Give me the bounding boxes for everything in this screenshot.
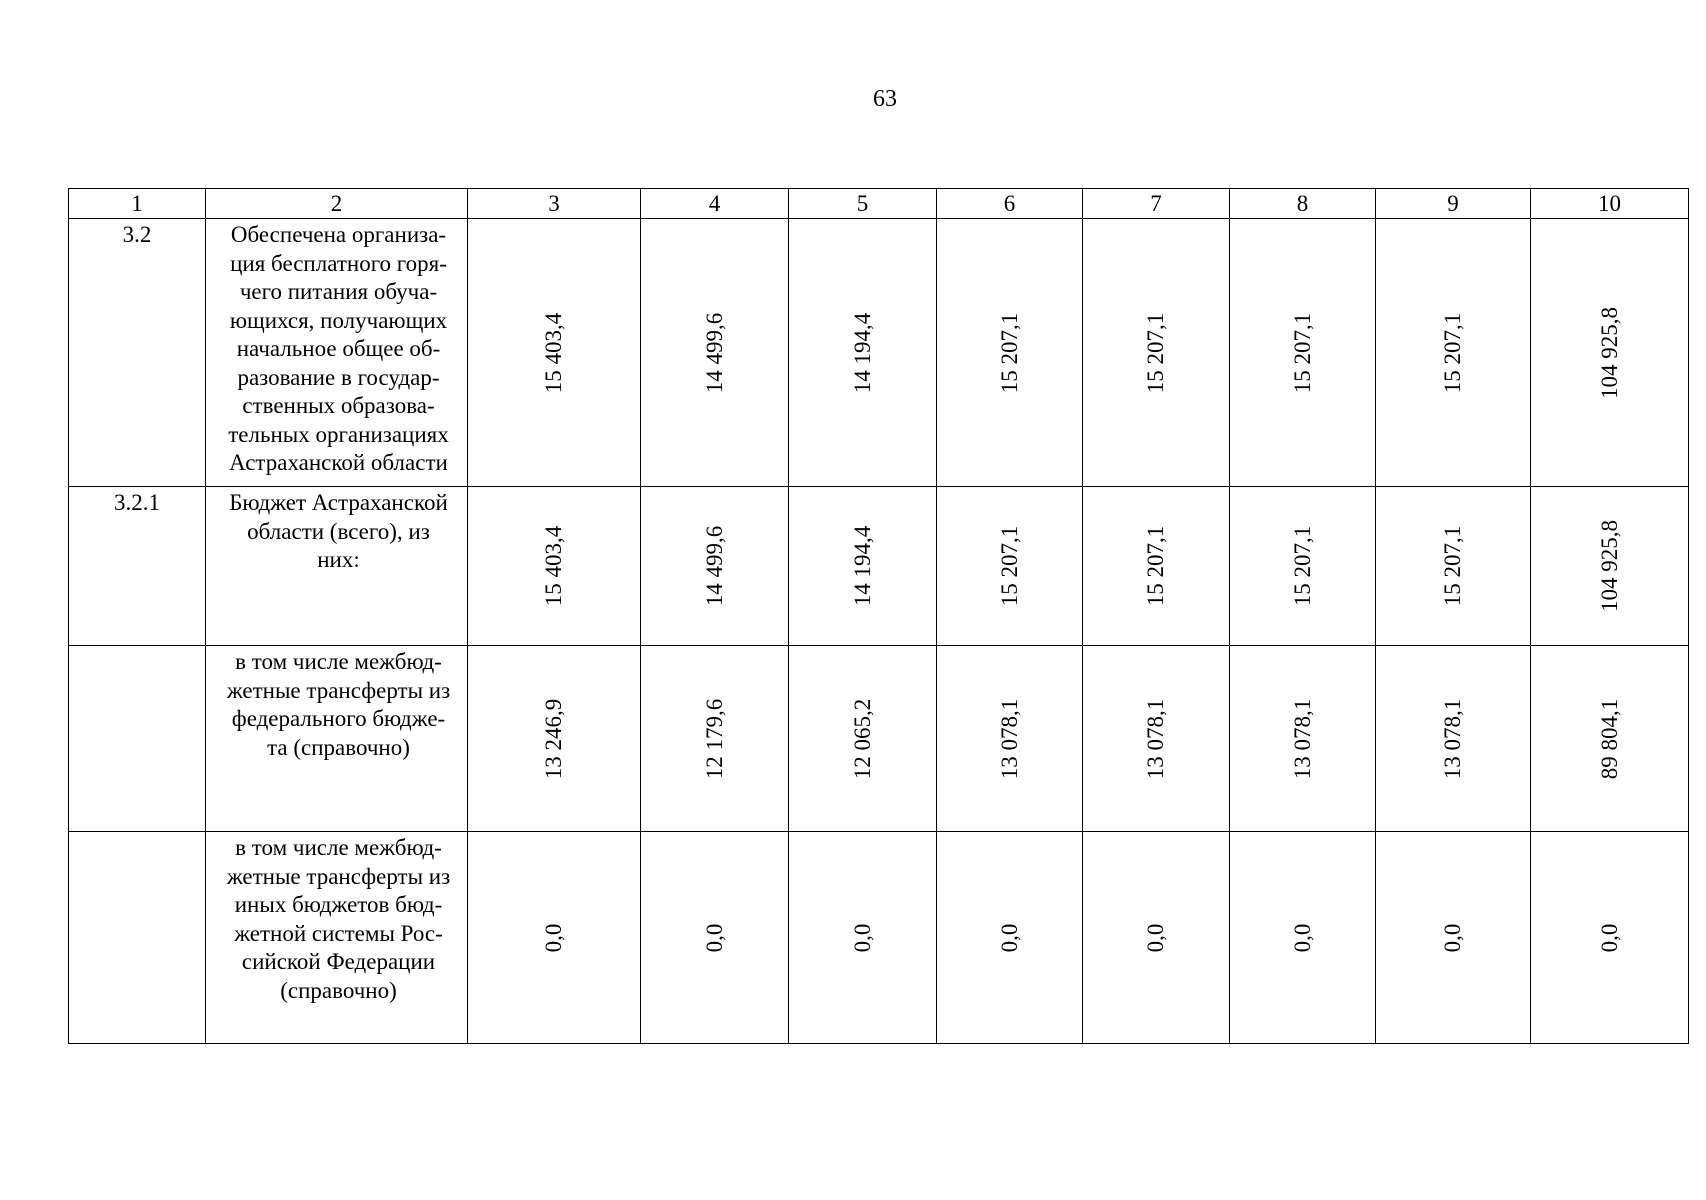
- column-header: 7: [1083, 189, 1230, 219]
- row-description: [206, 646, 468, 832]
- description-line: жетные трансферты из: [226, 677, 451, 703]
- description-line: иных бюджетов бюд-: [234, 892, 443, 917]
- description-line: в том числе межбюд-: [235, 835, 442, 860]
- value-text: 15 207,1: [1289, 312, 1315, 393]
- value-cell: [1230, 219, 1376, 487]
- value-cell: [1531, 646, 1689, 832]
- row-description: [206, 219, 468, 487]
- description-line: федерального бюдже-: [231, 706, 446, 731]
- table-row: [69, 646, 1689, 832]
- column-header: 5: [789, 189, 937, 219]
- value-cell: [937, 219, 1083, 487]
- description-line: (справочно): [280, 977, 397, 1003]
- description-line: Обеспечена организа-: [230, 222, 447, 247]
- description-line: Астраханской области: [229, 450, 448, 475]
- value-cell: [468, 487, 641, 646]
- description-line: Бюджет Астраханской: [229, 490, 448, 515]
- value-text: 0,0: [1289, 923, 1315, 952]
- value-cell: [1376, 832, 1531, 1044]
- description-line: тельных организациях: [228, 421, 449, 447]
- value-cell: [468, 646, 641, 832]
- description-line: ственных образова-: [242, 393, 435, 418]
- header-row: [69, 189, 1689, 219]
- table-row: [69, 487, 1689, 646]
- row-code: 3.2: [69, 219, 206, 487]
- value-text: 0,0: [1440, 923, 1465, 952]
- value-text: 13 246,9: [541, 698, 566, 779]
- value-text: 14 194,4: [849, 312, 875, 393]
- value-cell: [937, 646, 1083, 832]
- page-number: 63: [873, 86, 897, 112]
- value-cell: [1376, 646, 1531, 832]
- description-line: жетные трансферты из: [226, 863, 451, 889]
- value-cell: [1083, 487, 1230, 646]
- value-cell: [1230, 646, 1376, 832]
- value-cell: [641, 487, 789, 646]
- value-text: 15 207,1: [1440, 525, 1465, 607]
- table-row: [69, 832, 1689, 1044]
- value-text: 14 499,6: [701, 525, 727, 607]
- description-line: ция бесплатного горя-: [230, 250, 447, 276]
- value-text: 13 078,1: [1143, 698, 1168, 779]
- value-cell: [1531, 219, 1689, 487]
- description-line: жетной системы Рос-: [234, 920, 443, 946]
- value-text: 0,0: [1596, 923, 1622, 952]
- value-cell: [1376, 219, 1531, 487]
- value-cell: [937, 832, 1083, 1044]
- value-text: 15 207,1: [1440, 312, 1465, 393]
- value-text: 13 078,1: [1440, 698, 1465, 779]
- description-line: них:: [317, 547, 360, 572]
- description-line: чего питания обуча-: [239, 279, 438, 304]
- value-text: 15 207,1: [1289, 525, 1315, 607]
- value-cell: [1531, 487, 1689, 646]
- value-text: 13 078,1: [996, 698, 1022, 779]
- value-text: 15 403,4: [541, 525, 566, 607]
- description-line: разование в государ-: [237, 364, 440, 390]
- column-header: 3: [468, 189, 641, 219]
- value-cell: [641, 219, 789, 487]
- value-text: 13 078,1: [1289, 698, 1315, 779]
- value-text: 15 403,4: [541, 312, 566, 393]
- value-text: 89 804,1: [1596, 698, 1622, 779]
- value-text: 104 925,8: [1596, 306, 1622, 399]
- value-cell: [789, 646, 937, 832]
- value-cell: [641, 832, 789, 1044]
- value-text: 12 179,6: [701, 698, 727, 779]
- description-line: сийской Федерации: [241, 949, 436, 974]
- value-text: 104 925,8: [1596, 520, 1622, 612]
- value-text: 0,0: [701, 923, 727, 952]
- value-text: 15 207,1: [996, 312, 1022, 393]
- value-cell: [1531, 832, 1689, 1044]
- value-cell: [1083, 219, 1230, 487]
- table-row: [69, 219, 1689, 487]
- value-text: 14 499,6: [701, 312, 727, 393]
- value-text: 15 207,1: [1143, 312, 1168, 393]
- description-line: та (справочно): [267, 734, 410, 760]
- value-cell: [789, 832, 937, 1044]
- column-header: 8: [1230, 189, 1376, 219]
- value-cell: [641, 646, 789, 832]
- row-description: [206, 832, 468, 1044]
- row-code: [69, 646, 206, 832]
- value-cell: [789, 487, 937, 646]
- row-description: [206, 487, 468, 646]
- budget-table: [68, 188, 1689, 1044]
- column-header: 2: [206, 189, 468, 219]
- value-cell: [1083, 646, 1230, 832]
- value-cell: [468, 219, 641, 487]
- row-code: [69, 832, 206, 1044]
- description-line: начальное общее об-: [236, 336, 441, 361]
- column-header: 1: [69, 189, 206, 219]
- value-text: 0,0: [996, 923, 1022, 952]
- value-cell: [1083, 832, 1230, 1044]
- value-text: 15 207,1: [1143, 525, 1168, 607]
- description-line: в том числе межбюд-: [235, 649, 442, 674]
- value-text: 0,0: [1143, 923, 1168, 952]
- value-text: 14 194,4: [849, 525, 875, 607]
- column-header: 10: [1531, 189, 1689, 219]
- value-cell: [468, 832, 641, 1044]
- row-code: 3.2.1: [69, 487, 206, 646]
- column-header: 4: [641, 189, 789, 219]
- column-header: 9: [1376, 189, 1531, 219]
- description-line: области (всего), из: [247, 518, 430, 544]
- description-line: ющихся, получающих: [229, 307, 448, 333]
- value-cell: [1230, 832, 1376, 1044]
- value-text: 0,0: [849, 923, 875, 952]
- value-cell: [789, 219, 937, 487]
- value-cell: [1376, 487, 1531, 646]
- value-cell: [937, 487, 1083, 646]
- column-header: 6: [937, 189, 1083, 219]
- value-text: 0,0: [541, 923, 566, 952]
- value-cell: [1230, 487, 1376, 646]
- value-text: 15 207,1: [996, 525, 1022, 607]
- value-text: 12 065,2: [849, 698, 875, 779]
